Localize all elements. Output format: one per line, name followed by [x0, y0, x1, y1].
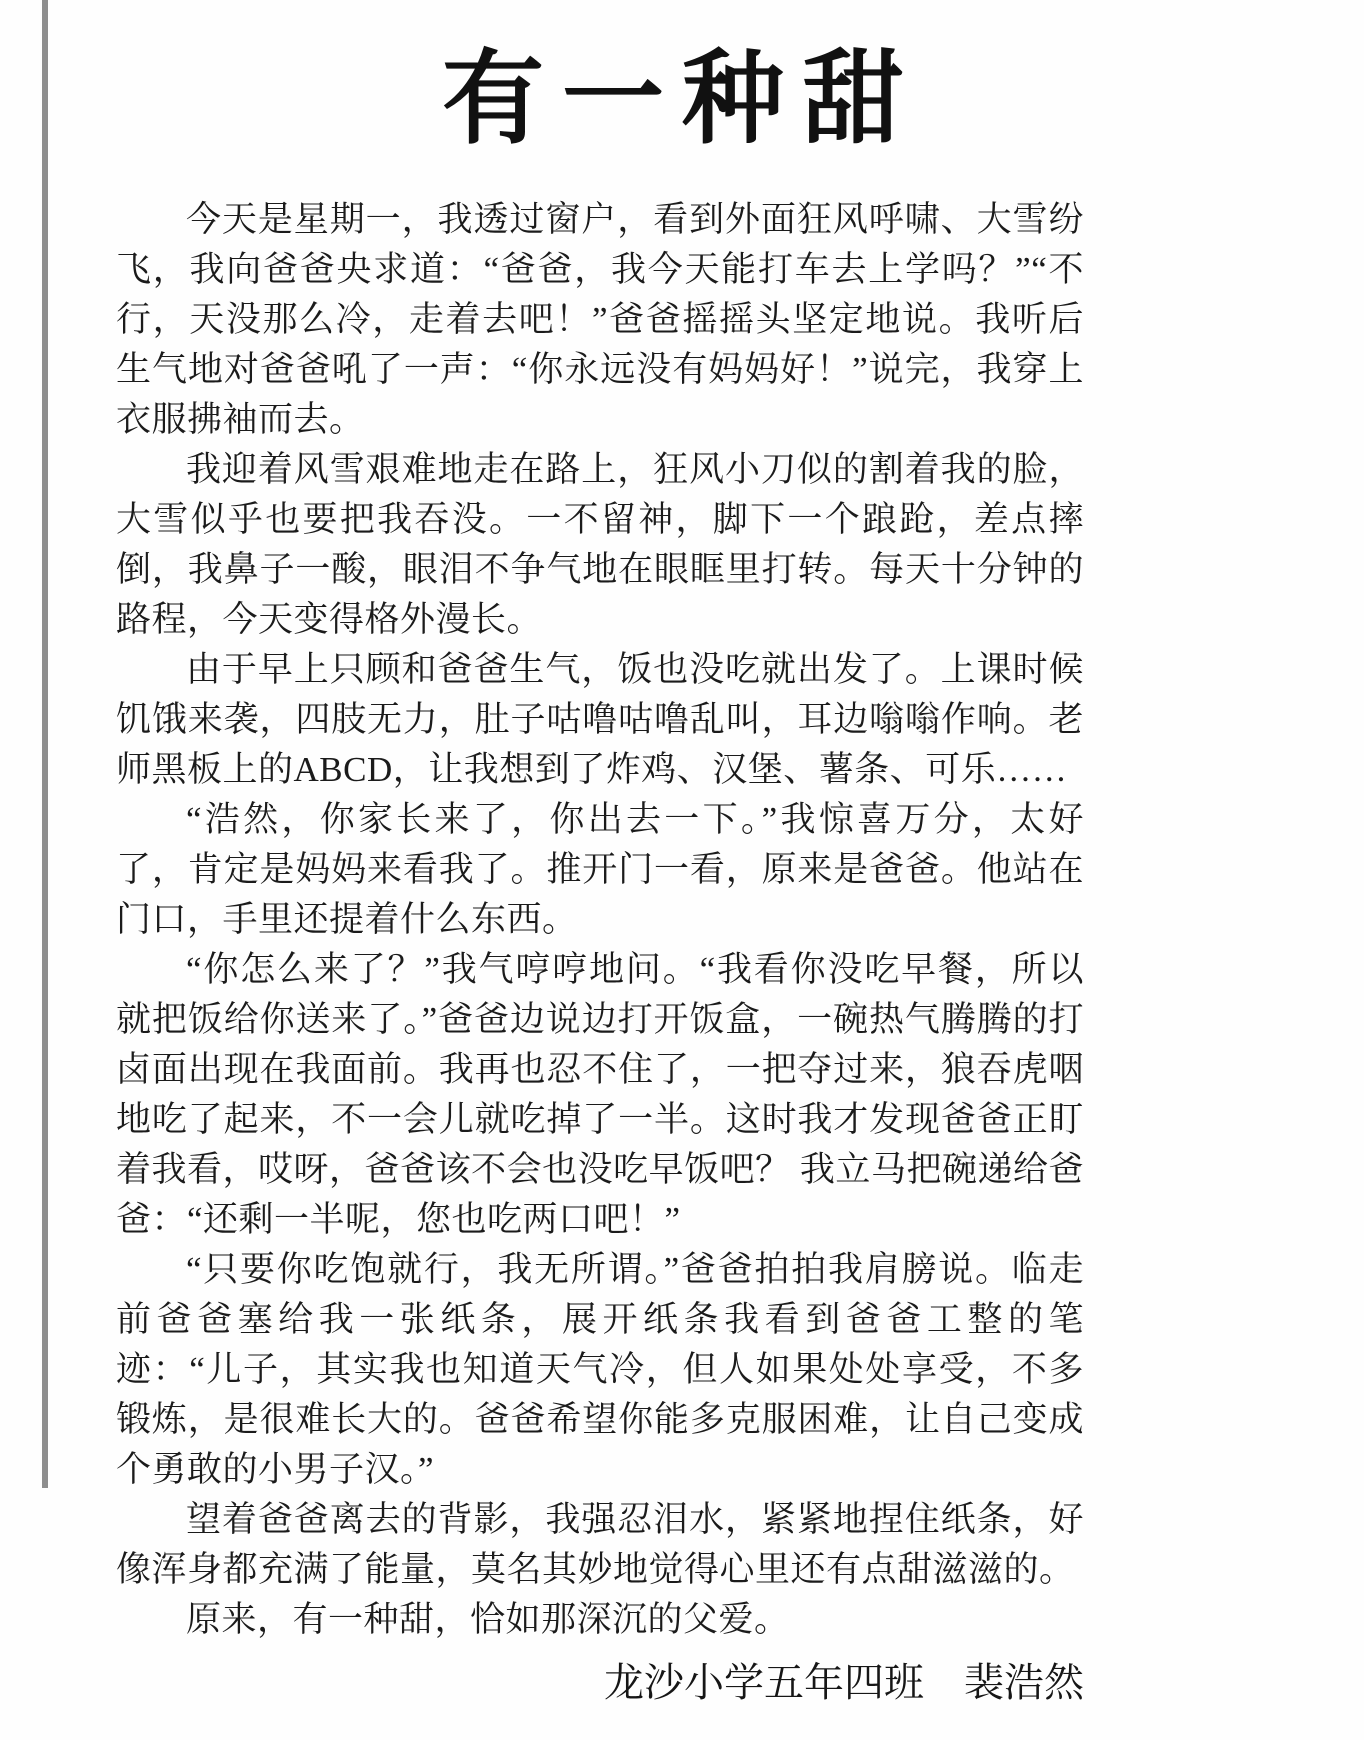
essay-paragraph: “只要你吃饱就行，我无所谓。”爸爸拍拍我肩膀说。临走前爸爸塞给我一张纸条，展开纸条我看到爸爸工整的笔迹：“儿子，其实我也知道天气冷，但人如果处处享受，不多锻炼，是很难长大的。爸爸希望你能多克服困难，让自己变成个勇敢的小男子汉。” [116, 1250, 1084, 1490]
essay-paragraph: “你怎么来了？”我气哼哼地问。“我看你没吃早餐，所以就把饭给你送来了。”爸爸边说边打开饭盒，一碗热气腾腾的打卤面出现在我面前。我再也忍不住了，一把夺过来，狼吞虎咽地吃了起来，不一会儿就吃掉了一半。这时我才发现爸爸正盯着我看，哎呀，爸爸该不会也没吃早饭吧？ 我立马把碗递给爸爸：“还剩一半呢，您也吃两口吧！” [116, 950, 1084, 1240]
essay-paragraph: 望着爸爸离去的背影，我强忍泪水，紧紧地捏住纸条，好像浑身都充满了能量，莫名其妙地觉得心里还有点甜滋滋的。 [116, 1500, 1084, 1590]
essay-paragraph: 我迎着风雪艰难地走在路上，狂风小刀似的割着我的脸，大雪似乎也要把我吞没。一不留神，脚下一个踉跄，差点摔倒，我鼻子一酸，眼泪不争气地在眼眶里打转。每天十分钟的路程，今天变得格外漫长。 [116, 450, 1084, 640]
essay-paragraph: 由于早上只顾和爸爸生气，饭也没吃就出发了。上课时候饥饿来袭，四肢无力，肚子咕噜咕噜乱叫，耳边嗡嗡作响。老师黑板上的ABCD，让我想到了炸鸡、汉堡、薯条、可乐…… [116, 650, 1084, 790]
page-edge-line [42, 0, 48, 1488]
essay-paragraph: “浩然，你家长来了，你出去一下。”我惊喜万分，太好了，肯定是妈妈来看我了。推开门一看，原来是爸爸。他站在门口，手里还提着什么东西。 [116, 800, 1084, 940]
author-signature: 龙沙小学五年四班 裴浩然 [604, 1660, 1084, 1706]
essay-body [116, 195, 1084, 1645]
essay-paragraph: 今天是星期一，我透过窗户，看到外面狂风呼啸、大雪纷飞，我向爸爸央求道：“爸爸，我今天能打车去上学吗？”“不行，天没那么冷，走着去吧！”爸爸摇摇头坚定地说。我听后生气地对爸爸吼了一声：“你永远没有妈妈好！”说完，我穿上衣服拂袖而去。 [116, 200, 1084, 440]
essay-title: 有一种甜 [442, 44, 922, 157]
essay-paragraph: 原来，有一种甜，恰如那深沉的父爱。 [186, 1600, 790, 1640]
